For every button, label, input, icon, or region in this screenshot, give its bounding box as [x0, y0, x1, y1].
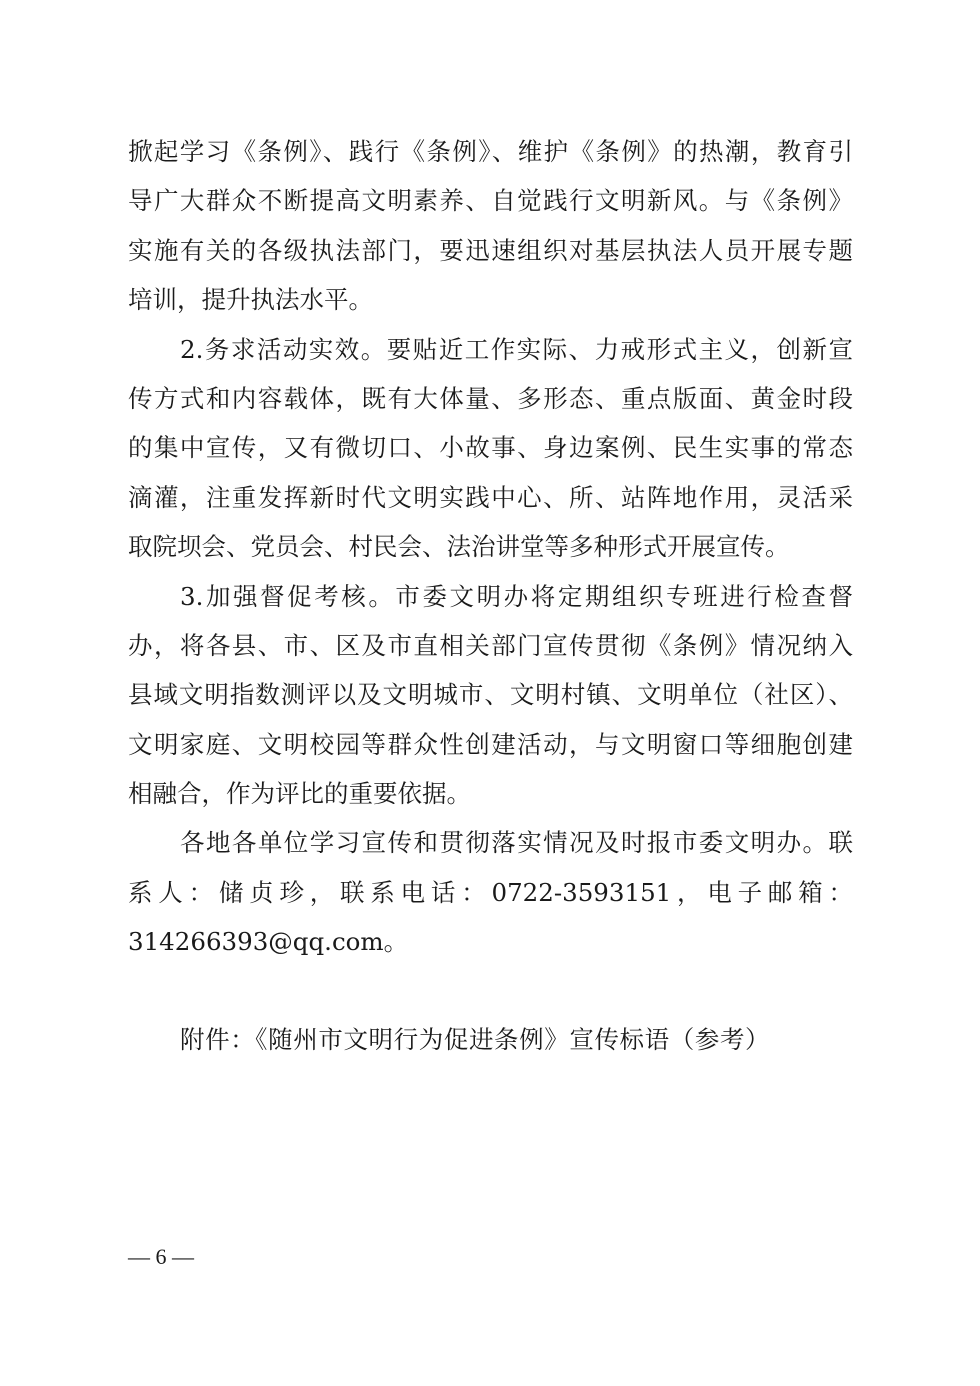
document-body	[128, 134, 853, 974]
email-line: 314266393@qq.com。	[128, 927, 409, 957]
paragraph-3-line-3: 县域文明指数测评以及文明城市、文明村镇、文明单位（社区）、	[128, 680, 853, 710]
paragraph-2-line-4: 滴灌，注重发挥新时代文明实践中心、所、站阵地作用，灵活采	[128, 482, 853, 512]
paragraph-1-line-3: 实施有关的各级执法部门，要迅速组织对基层执法人员开展专题	[128, 235, 853, 265]
contact-line: 系人：储贞珍，联系电话：0722-3593151，电子邮箱：	[128, 877, 853, 907]
paragraph-3-line-4: 文明家庭、文明校园等群众性创建活动，与文明窗口等细胞创建	[128, 729, 853, 759]
paragraph-3-line-2: 办，将各县、市、区及市直相关部门宣传贯彻《条例》情况纳入	[128, 630, 853, 660]
paragraph-1-line-4: 培训，提升执法水平。	[128, 285, 373, 315]
paragraph-4-line-1: 各地各单位学习宣传和贯彻落实情况及时报市委文明办。联	[180, 828, 853, 858]
paragraph-2-line-5: 取院坝会、党员会、村民会、法治讲堂等多种形式开展宣传。	[128, 532, 790, 562]
paragraph-2-line-2: 传方式和内容载体，既有大体量、多形态、重点版面、黄金时段	[128, 383, 853, 413]
paragraph-1-line-2: 导广大群众不断提高文明素养、自觉践行文明新风。与《条例》	[128, 186, 853, 216]
attachment-note: 附件：《随州市文明行为促进条例》宣传标语（参考）	[180, 1025, 771, 1054]
paragraph-3-line-5: 相融合，作为评比的重要依据。	[128, 779, 471, 809]
paragraph-2-line-1: 2.务求活动实效。要贴近工作实际、力戒形式主义，创新宣	[180, 334, 853, 364]
paragraph-3-line-1: 3.加强督促考核。市委文明办将定期组织专班进行检查督	[180, 581, 853, 611]
paragraph-1-line-1: 掀起学习《条例》、践行《条例》、维护《条例》的热潮，教育引	[128, 137, 853, 166]
page-number: — 6 —	[128, 1244, 194, 1269]
paragraph-2-line-3: 的集中宣传，又有微切口、小故事、身边案例、民生实事的常态	[128, 433, 853, 463]
